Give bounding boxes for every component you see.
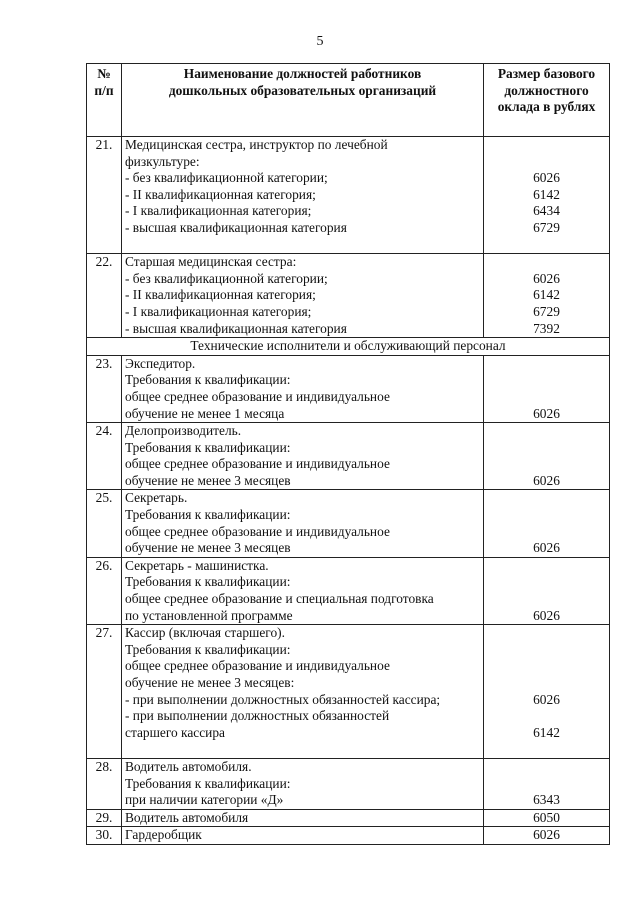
table-row [87,827,610,845]
row-number: 26. [87,557,122,624]
table-body-medical [87,137,610,338]
position-name: Экспедитор. Требования к квалификации: общее среднее образование и индивидуальное обучение не менее 1 месяца [122,355,484,422]
salary-value: 6026 [484,423,610,490]
header-name: Наименование должностей работников дошкольных образовательных организаций [122,64,484,137]
salary-value: 6026 6142 6434 6729 [484,137,610,254]
position-name: Делопроизводитель. Требования к квалификации: общее среднее образование и индивидуальное обучение не менее 3 месяцев [122,423,484,490]
table-row [87,625,610,759]
position-name: Секретарь - машинистка. Требования к квалификации: общее среднее образование и специальная подготовка по установленной программе [122,557,484,624]
salary-value: 6026 [484,490,610,557]
position-name: Секретарь. Требования к квалификации: общее среднее образование и индивидуальное обучение не менее 3 месяцев [122,490,484,557]
header-num: № п/п [87,64,122,137]
table-row [87,423,610,490]
table-row [87,557,610,624]
table-header-row [87,64,610,137]
salary-value: 6343 [484,758,610,809]
position-name: Старшая медицинская сестра: - без квалификационной категории; - II квалификационная категория; - I квалификационная категория; - высшая квалификационная категория [122,254,484,338]
table-row [87,490,610,557]
table-section [87,338,610,356]
salary-value: 6026 6142 [484,625,610,759]
table-row [87,137,610,254]
salary-value: 6026 [484,827,610,845]
row-number: 27. [87,625,122,759]
salary-value: 6050 [484,809,610,827]
table-row [87,809,610,827]
row-number: 22. [87,254,122,338]
position-name: Медицинская сестра, инструктор по лечебной физкультуре: - без квалификационной категории; - II квалификационная категория; - I квалификационная категория; - высшая квалификационная категория [122,137,484,254]
row-number: 25. [87,490,122,557]
page-number: 5 [316,34,324,49]
section-row [87,338,610,356]
salary-table [86,63,610,845]
row-number: 30. [87,827,122,845]
position-name: Водитель автомобиля. Требования к квалификации: при наличии категории «Д» [122,758,484,809]
section-title: Технические исполнители и обслуживающий персонал [87,338,610,356]
header-size: Размер базового должностного оклада в рублях [484,64,610,137]
position-name: Кассир (включая старшего). Требования к квалификации: общее среднее образование и индивидуальное обучение не менее 3 месяцев: - при выполнении должностных обязанностей кассира; - при выполнении должностных обязанностей старшего кассира [122,625,484,759]
table-body-technical [87,355,610,844]
row-number: 23. [87,355,122,422]
table-row [87,254,610,338]
position-name: Водитель автомобиля [122,809,484,827]
row-number: 24. [87,423,122,490]
row-number: 21. [87,137,122,254]
salary-value: 6026 [484,557,610,624]
row-number: 28. [87,758,122,809]
salary-value: 6026 6142 6729 7392 [484,254,610,338]
salary-value: 6026 [484,355,610,422]
row-number: 29. [87,809,122,827]
table-row [87,758,610,809]
table-row [87,355,610,422]
position-name: Гардеробщик [122,827,484,845]
